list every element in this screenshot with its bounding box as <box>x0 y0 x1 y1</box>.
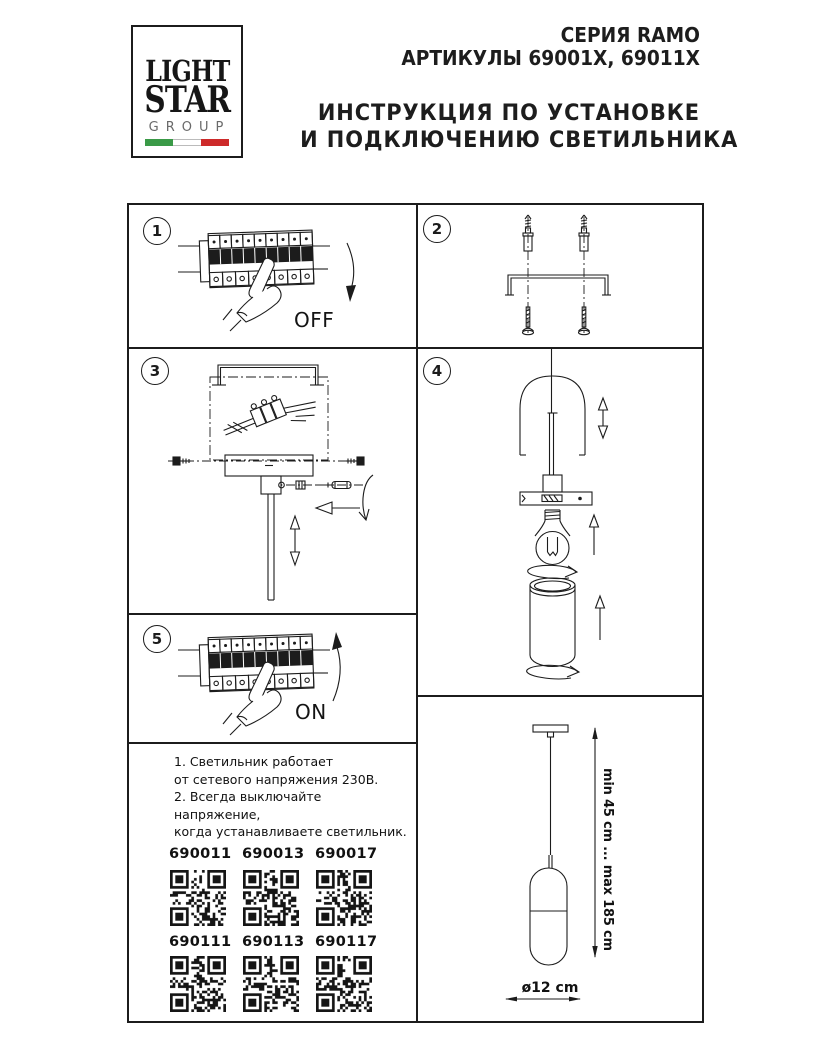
qr-code <box>316 956 372 1012</box>
pendant-dimensions-panel <box>418 697 702 1021</box>
step-panel-5 <box>129 615 416 742</box>
qr-code <box>243 870 299 926</box>
rotate-arrow-icon <box>528 565 577 578</box>
qr-code <box>170 870 226 926</box>
italian-flag-bar <box>145 139 229 146</box>
article-number: 690017 <box>315 846 378 862</box>
note-line: от сетевого напряжения 230В. <box>174 771 379 787</box>
qr-code <box>170 956 226 1012</box>
turn-off-arrow-icon <box>346 243 356 302</box>
step-panel-2 <box>418 205 702 347</box>
note-line: 2. Всегда выключайте напряжение, <box>174 789 322 822</box>
pointing-hand-icon <box>223 258 281 331</box>
articles-title: АРТИКУЛЫ 69001X, 69011X <box>401 46 700 70</box>
wall-anchor-icon <box>579 215 589 251</box>
insert-up-arrow-icon <box>596 596 605 640</box>
instruction-title-line1: ИНСТРУКЦИЯ ПО УСТАНОВКЕ <box>317 100 700 126</box>
mounting-bracket-icon <box>505 275 611 295</box>
glass-cylinder-icon <box>530 578 575 667</box>
height-dimension-arrow <box>592 727 597 958</box>
article-number: 690113 <box>242 934 305 950</box>
instructions-grid <box>127 203 704 1023</box>
logo-word-light: LIGHT <box>144 54 230 88</box>
logo-word-group: GROUP <box>148 120 231 135</box>
step-panel-1 <box>129 205 416 347</box>
instruction-title-line2: И ПОДКЛЮЧЕНИЮ СВЕТИЛЬНИКА <box>300 127 739 153</box>
capsule-shade-icon <box>530 868 567 965</box>
step-number: 5 <box>143 625 171 653</box>
safety-notes <box>174 753 409 841</box>
step-number: 2 <box>423 215 451 243</box>
up-down-arrow-icon <box>599 398 608 438</box>
diameter-dimension-arrow <box>505 997 581 1002</box>
step-panel-4 <box>418 349 702 695</box>
up-down-arrow-icon <box>291 516 300 565</box>
notes-panel <box>129 744 416 1021</box>
series-title: СЕРИЯ RAMO <box>560 23 700 47</box>
canopy-mounting-drawing <box>129 349 416 613</box>
lamp-assembly-drawing <box>418 349 702 695</box>
rotate-arrow-icon <box>359 475 373 520</box>
anchors-and-screws-drawing <box>418 205 702 347</box>
circuit-breaker-on-drawing <box>129 615 416 742</box>
title-block <box>270 23 739 154</box>
step-number: 3 <box>141 357 169 385</box>
rotate-arrow-icon <box>527 665 579 679</box>
light-bulb-icon <box>535 510 570 565</box>
qr-code <box>243 956 299 1012</box>
logo-word-star: STAR <box>144 79 230 121</box>
note-line: 1. Светильник работает <box>174 754 334 769</box>
note-line: когда устанавливаете светильник. <box>174 824 407 839</box>
screw-icon <box>346 457 364 465</box>
slide-left-arrow-icon <box>316 502 360 514</box>
article-number: 690013 <box>242 846 305 862</box>
diameter-label: ø12 cm <box>521 980 579 996</box>
wall-anchor-icon <box>523 215 533 251</box>
qr-code <box>316 870 372 926</box>
pointing-hand-icon <box>223 662 281 735</box>
dome-shade-icon <box>520 376 585 455</box>
step-number: 4 <box>423 357 451 385</box>
circuit-breaker-off-drawing <box>129 205 416 347</box>
off-label: OFF <box>294 308 335 332</box>
turn-on-arrow-icon <box>332 632 342 701</box>
article-number: 690011 <box>169 846 232 862</box>
lightstar-logo <box>131 25 243 158</box>
terminal-block-icon <box>219 382 321 451</box>
article-number: 690117 <box>315 934 378 950</box>
pendant-lamp-drawing <box>418 697 702 1021</box>
on-label: ON <box>295 700 327 724</box>
height-range-label: min 45 cm ... max 185 cm <box>600 768 615 951</box>
insert-up-arrow-icon <box>590 515 599 555</box>
step-number: 1 <box>143 217 171 245</box>
step-panel-3 <box>129 349 416 613</box>
screw-icon <box>173 457 191 465</box>
article-number: 690111 <box>169 934 232 950</box>
